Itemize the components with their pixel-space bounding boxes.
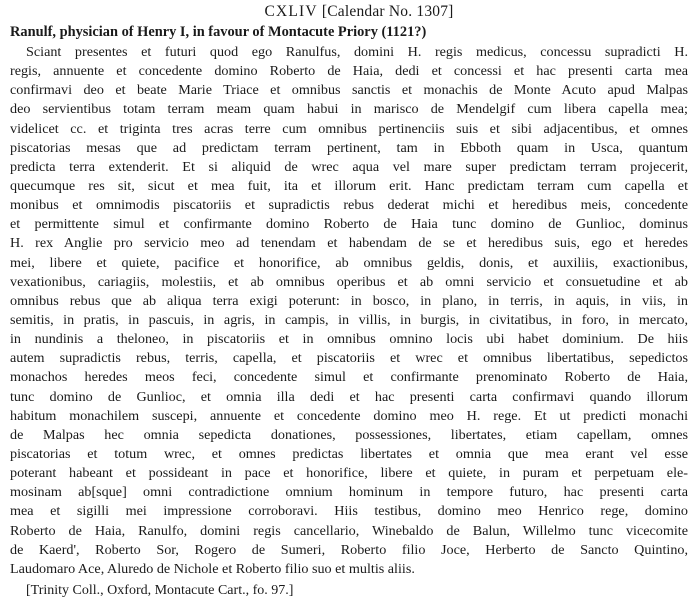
text-line: mea et sigilli mei impressione corroboravi. Hiis testibus, domino meo Henrico rege, domino (10, 503, 688, 520)
text-line: semitis, in pratis, in pascuis, in agris, in campis, in villis, in burgis, in civitatibus, in foro, in mercato, (10, 311, 688, 328)
text-line: tunc domino de Gunlioc, et omnia illa dedi et hac presenti carta confirmavi quando illorum (10, 388, 688, 405)
text-line: piscatorias et totum wrec, et omnes predictas libertates et omnia que mea erant vel esse (10, 445, 688, 462)
text-line: Sciant presentes et futuri quod ego Ranulfus, domini H. regis medicus, concessu supradicti H. (26, 44, 688, 60)
text-line: mei, libere et quiete, pacifice et honorifice, ab omnibus geldis, donis, et auxiliis, exactionibus, (10, 254, 688, 271)
text-line: habitum monachilem suscepi, annuente et concedente domino meo H. rege. Et ut predicti monachi (10, 407, 688, 424)
text-line: confirmavi deo et beate Marie Triace et omnibus sanctis et monachis de Monte Acuto apud Malpas (10, 82, 688, 99)
text-line: Roberto de Haia, Ranulfo, domini regis cancellario, Winebaldo de Balun, Willelmo tunc vicecomite (10, 522, 688, 539)
text-line: predicta terra extenderit. Et si aliquid de wrec aqua vel mare super predictam terram projecerit, (10, 158, 688, 175)
charter-text (10, 43, 688, 579)
text-line: vexationibus, cariagiis, molestiis, et ab omnibus operibus et ab omni servicio et consuetudine et ab (10, 273, 688, 290)
text-line: de Malpas hec omnia sepedicta donationes, possessiones, libertates, etiam capellam, omnes (10, 426, 688, 443)
text-line: regis, annuente et concedente domino Roberto de Haia, dedi et concessi et hac presenti carta mea (10, 63, 688, 80)
text-line: H. rex Anglie pro servicio meo ad tenendam et habendam de se et heredibus suis, ego et heredes (10, 235, 688, 252)
text-line: piscatorias mesas que ad predictam terram pertinent, tam in Ebboth quam in Usca, quantum (10, 139, 688, 156)
text-line: autem supradictis rebus, terris, capella, et piscatoriis et wrec et omnibus libertatibus, sepedictos (10, 350, 688, 367)
text-line: Laudomaro Ace, Aluredo de Nichole et Roberto filio suo et multis aliis. (10, 560, 415, 577)
text-line: videlicet cc. et triginta tres acras terre cum omnibus pertinenciis suis et sibi adjacentibus, et omnes (10, 120, 688, 137)
charter-title: Ranulf, physician of Henry I, in favour of Montacute Priory (1121?) (10, 24, 427, 40)
text-line: monachos heredes meos feci, concedente simul et confirmante prenominato Roberto de Haia, (10, 369, 688, 386)
text-line: quecumque res sit, sicut et mea fuit, ita et illorum erit. Hanc predictam terram cum capella et (10, 177, 688, 194)
charter-heading (10, 2, 688, 22)
text-line: et permittente simul et confirmante domino Roberto de Haia tunc domino de Gunlioc, dominus (10, 216, 688, 233)
text-line: de Kaerd', Roberto Sor, Rogero de Sumeri, Roberto filio Joce, Herberto de Sancto Quintino, (10, 541, 688, 558)
source-citation: [Trinity Coll., Oxford, Montacute Cart., fo. 97.] (26, 582, 294, 598)
text-line: poterant habeant et possideant in pace et honorifice, libere et quiete, in puram et perpetuam ele- (10, 465, 688, 482)
text-line: deo servientibus totam terram meam quam habui in marisco de Mendelgif cum libera capella mea; (10, 101, 688, 118)
text-line: omnibus rebus que ab aliqua terra exigi poterunt: in bosco, in plano, in terris, in aquis, in viis, in (10, 292, 688, 309)
text-line: in nundinis a theloneo, in piscatoriis et in omnibus omnino locis ubi habet dominium. De hiis (10, 331, 688, 348)
text-line: monibus et omnimodis piscatoriis et supradictis rebus dederat michi et heredibus meis, concedente (10, 197, 688, 214)
text-line: mosinam ab[sque] omni contradictione omnium hominum in tempore futuro, hac presenti carta (10, 484, 688, 501)
charter-number: CXLIV (264, 3, 318, 20)
calendar-reference: [Calendar No. 1307] (321, 3, 454, 20)
